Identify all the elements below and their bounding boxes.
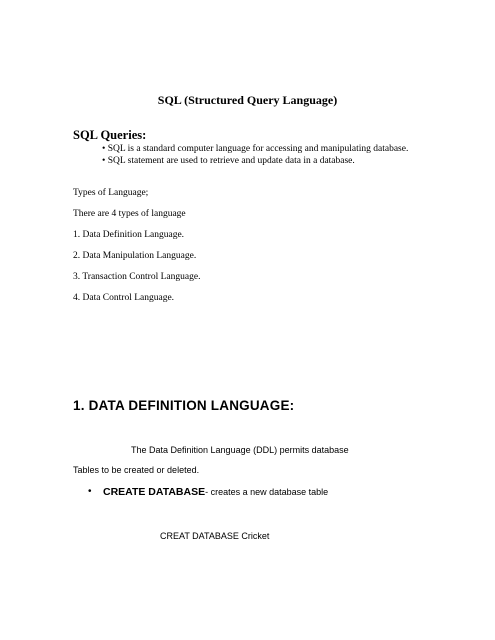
sql-queries-heading: SQL Queries: [73,128,147,142]
types-intro: Types of Language; [73,188,149,198]
ddl-description-line-1: The Data Definition Language (DDL) permits database [131,445,349,455]
sql-queries-bullet-2: • SQL statement are used to retrieve and update data in a database. [102,156,355,166]
create-database-example: CREAT DATABASE Cricket [160,531,270,541]
bullet-icon: • [88,486,92,497]
ddl-heading: 1. DATA DEFINITION LANGUAGE: [73,398,295,413]
create-database-description: - creates a new database table [205,487,329,497]
types-list-item: 1. Data Definition Language. [73,230,185,240]
page-title: SQL (Structured Query Language) [157,93,338,107]
create-database-item [103,486,328,498]
types-list-item: 2. Data Manipulation Language. [73,251,197,261]
sql-queries-bullet-1: • SQL is a standard computer language for accessing and manipulating database. [102,144,409,154]
types-list-item: 4. Data Control Language. [73,293,175,303]
create-database-keyword: CREATE DATABASE [103,486,206,498]
types-list-item: 3. Transaction Control Language. [73,272,201,282]
ddl-description-line-2: Tables to be created or deleted. [73,465,200,475]
types-count-line: There are 4 types of language [73,209,186,219]
